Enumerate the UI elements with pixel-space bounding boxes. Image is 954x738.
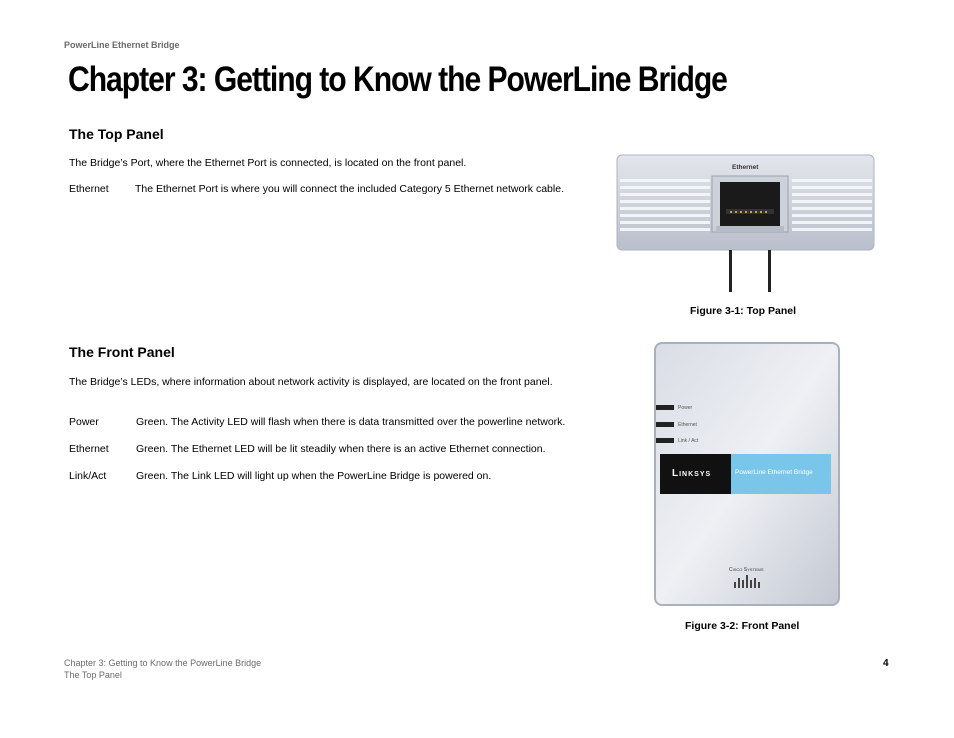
top-panel-desc-ethernet: The Ethernet Port is where you will connect the included Category 5 Ethernet network cable. [135, 183, 564, 195]
led-label-ethernet: Ethernet [678, 422, 697, 428]
footer-chapter: Chapter 3: Getting to Know the PowerLine Bridge [64, 658, 262, 668]
front-panel-desc-link-act: Green. The Link LED will light up when the PowerLine Bridge is powered on. [136, 470, 492, 482]
front-panel-term-ethernet: Ethernet [69, 443, 109, 455]
led-label-link-act: Link / Act [678, 438, 699, 444]
product-name-label: PowerLine Ethernet Bridge [735, 469, 813, 476]
led-label-power: Power [678, 405, 693, 411]
front-panel-desc-ethernet: Green. The Ethernet LED will be lit steadily when there is an active Ethernet connection. [136, 443, 546, 455]
top-panel-device-illustration [616, 154, 875, 296]
footer-section: The Top Panel [64, 670, 122, 680]
front-panel-desc-power: Green. The Activity LED will flash when there is data transmitted over the powerline network. [136, 416, 566, 428]
top-panel-figure [616, 154, 875, 296]
front-panel-intro: The Bridge’s LEDs, where information about network activity is displayed, are located on the front panel. [69, 376, 553, 388]
running-header: PowerLine Ethernet Bridge [64, 40, 180, 50]
top-panel-intro: The Bridge’s Port, where the Ethernet Port is connected, is located on the front panel. [69, 157, 467, 169]
page-number: 4 [883, 658, 889, 669]
front-panel-heading: The Front Panel [69, 344, 175, 360]
front-panel-term-power: Power [69, 416, 99, 428]
top-panel-heading: The Top Panel [69, 126, 164, 142]
footer [64, 657, 261, 681]
front-panel-figure [654, 342, 840, 607]
top-panel-port-label: Ethernet [732, 164, 759, 171]
top-panel-term-ethernet: Ethernet [69, 183, 109, 195]
linksys-logo: Linksys [672, 468, 712, 479]
figure-3-2-caption: Figure 3-2: Front Panel [685, 620, 800, 632]
chapter-title: Chapter 3: Getting to Know the PowerLine Bridge [68, 60, 727, 99]
figure-3-1-caption: Figure 3-1: Top Panel [690, 305, 796, 317]
cisco-systems-logo: Cisco Systems [729, 567, 764, 573]
front-panel-term-link-act: Link/Act [69, 470, 107, 482]
